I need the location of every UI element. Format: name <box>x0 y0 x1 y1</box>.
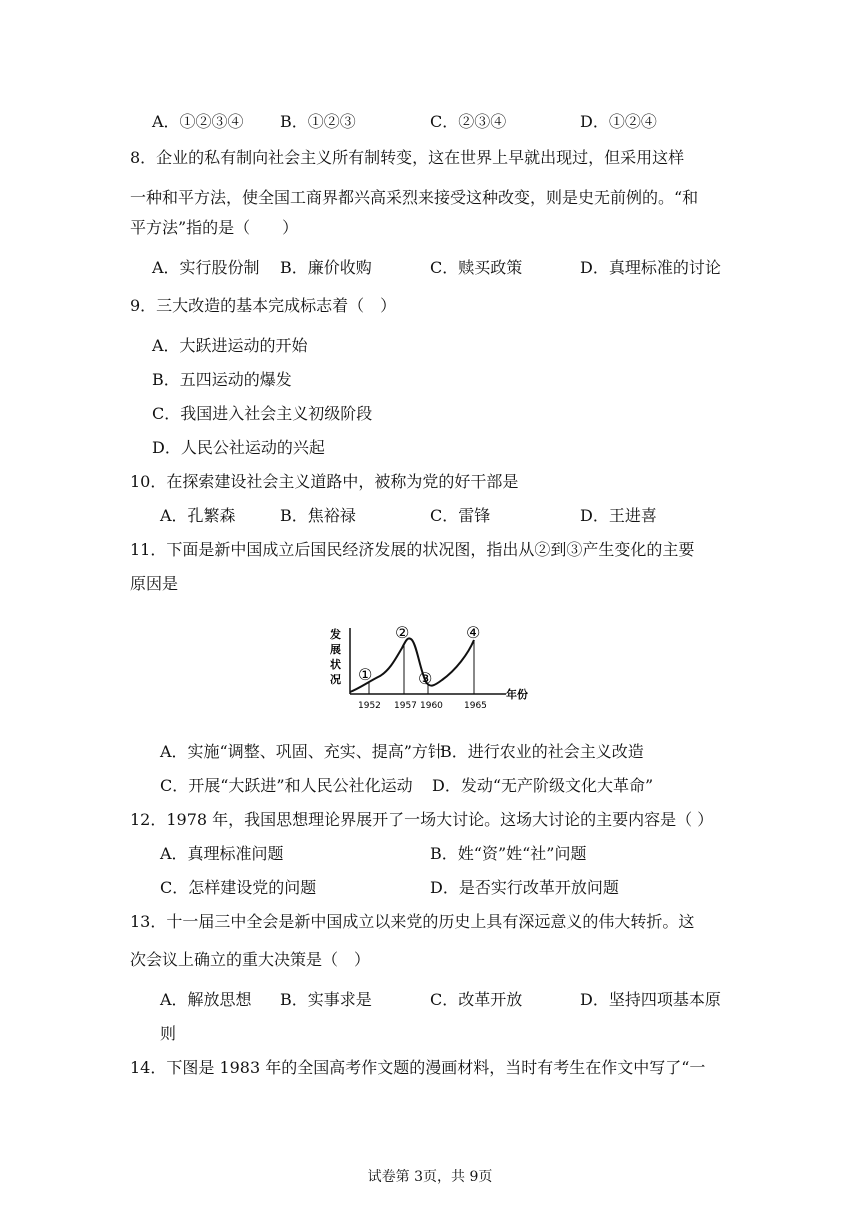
q13-option-a: A．解放思想 <box>160 990 252 1009</box>
q9-option-c: C．我国进入社会主义初级阶段 <box>152 404 373 423</box>
q10-option-a: A．孔繁森 <box>160 506 236 525</box>
marker-1: ① <box>358 665 373 684</box>
q12-option-d: D．是否实行改革开放问题 <box>430 878 619 897</box>
q11-option-a: A．实施“调整、巩固、充实、提高”方针 <box>160 742 444 761</box>
q9-option-d: D．人民公社运动的兴起 <box>152 438 325 457</box>
q11-option-c: C．开展“大跃进”和人民公社化运动 <box>160 776 413 795</box>
q8-option-c: C．赎买政策 <box>430 258 523 277</box>
q7-option-a: A．①②③④ <box>152 112 244 131</box>
q7-option-d: D．①②④ <box>580 112 657 131</box>
economic-development-figure <box>320 618 540 724</box>
q8-stem-line-1: 8．企业的私有制向社会主义所有制转变，这在世界上早就出现过，但采用这样 <box>130 148 685 167</box>
page-footer: 试卷第 3页，共 9页 <box>367 1169 493 1185</box>
marker-3: ③ <box>418 669 433 688</box>
q7-option-c: C．②③④ <box>430 112 507 131</box>
q12-stem: 12．1978 年，我国思想理论界展开了一场大讨论。这场大讨论的主要内容是（ ） <box>130 810 714 829</box>
figure-svg <box>320 618 540 724</box>
q11-option-b: B．进行农业的社会主义改造 <box>440 742 644 761</box>
q8-option-d: D．真理标准的讨论 <box>580 258 721 277</box>
q12-option-c: C．怎样建设党的问题 <box>160 878 317 897</box>
q13-stem-line-1: 13．十一届三中全会是新中国成立以来党的历史上具有深远意义的伟大转折。这 <box>130 912 695 931</box>
q13-option-d: D．坚持四项基本原 <box>580 990 721 1009</box>
q10-option-b: B．焦裕禄 <box>280 506 356 525</box>
figure-ylabel-char-2: 展 <box>330 643 341 656</box>
q13-option-d-wrap: 则 <box>160 1024 177 1043</box>
q14-stem-line-1: 14．下图是 1983 年的全国高考作文题的漫画材料，当时有考生在作文中写了“一 <box>130 1058 706 1077</box>
q7-option-b: B．①②③ <box>280 112 356 131</box>
q9-stem: 9．三大改造的基本完成标志着（ ） <box>130 296 397 315</box>
marker-4: ④ <box>466 623 481 642</box>
q11-option-d: D．发动“无产阶级文化大革命” <box>432 776 654 795</box>
tick-1965: 1965 <box>464 701 487 711</box>
q8-stem-line-2: 一种和平方法，使全国工商界都兴高采烈来接受这种改变，则是史无前例的。“和 <box>130 188 699 207</box>
tick-1957: 1957 <box>394 701 417 711</box>
q10-stem: 10．在探索建设社会主义道路中，被称为党的好干部是 <box>130 472 519 491</box>
q10-option-c: C．雷锋 <box>430 506 491 525</box>
figure-ylabel-char-3: 状 <box>330 658 341 671</box>
q9-option-b: B．五四运动的爆发 <box>152 370 292 389</box>
tick-1960: 1960 <box>420 701 443 711</box>
q8-option-b: B．廉价收购 <box>280 258 372 277</box>
figure-ylabel-char-1: 发 <box>330 628 341 641</box>
marker-2: ② <box>395 623 410 642</box>
q13-stem-line-2: 次会议上确立的重大决策是（ ） <box>130 950 371 969</box>
tick-1952: 1952 <box>358 701 381 711</box>
q8-stem-line-3: 平方法”指的是（ ） <box>130 218 299 237</box>
q13-option-b: B．实事求是 <box>280 990 372 1009</box>
q12-option-a: A．真理标准问题 <box>160 844 284 863</box>
q13-option-c: C．改革开放 <box>430 990 523 1009</box>
q10-option-d: D．王进喜 <box>580 506 657 525</box>
figure-xlabel: 年份 <box>506 688 528 701</box>
figure-ylabel-char-4: 况 <box>330 673 341 686</box>
q11-stem-line-2: 原因是 <box>130 574 179 593</box>
q8-option-a: A．实行股份制 <box>152 258 260 277</box>
q9-option-a: A．大跃进运动的开始 <box>152 336 308 355</box>
q12-option-b: B．姓“资”姓“社”问题 <box>430 844 587 863</box>
q11-stem-line-1: 11．下面是新中国成立后国民经济发展的状况图，指出从②到③产生变化的主要 <box>130 540 695 559</box>
